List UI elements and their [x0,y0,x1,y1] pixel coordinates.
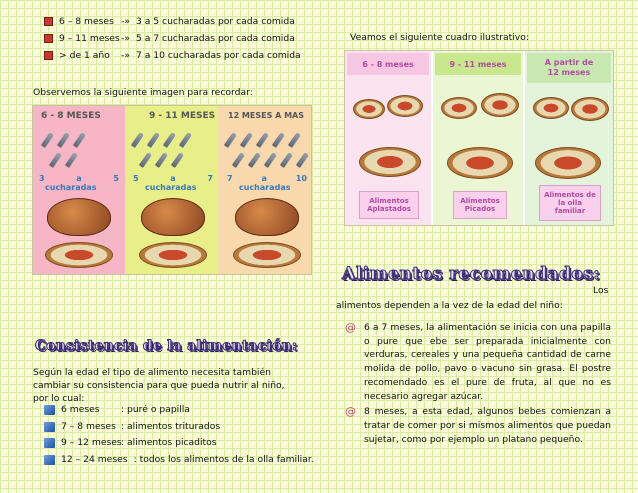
column-header: A partir de 12 meses [527,53,611,83]
age-label: 7 – 8 meses [61,420,116,432]
food-plate-icon [353,99,385,119]
list-item [44,47,301,64]
list-item [44,13,301,30]
column-header: 9 - 11 MESES [149,111,216,121]
list-item [44,435,314,452]
food-plate-icon [441,97,477,119]
square-bullet-icon [44,405,55,415]
list-item [44,419,314,436]
column-header: 6 - 8 MESES [41,111,101,121]
food-plate-icon [571,97,609,121]
texture-label: Alimentos de la olla familiar [539,185,601,221]
amount-text: 7 a 10 cucharadas por cada comida [135,49,301,61]
unit-label: cucharadas [45,183,97,192]
portions-illustration [32,105,312,275]
square-bullet-icon [44,17,53,26]
consistency-intro: Según la edad el tipo de alimento necesita también cambiar su consistencia para que pueda nutrir al niño, por lo cual: [33,367,285,404]
square-bullet-icon [44,34,53,43]
square-bullet-icon [44,422,55,432]
section-title-recommended: Alimentos recomendados: [342,264,601,284]
age-label: > de 1 año [59,49,110,61]
observe-text: Observemos la siguiente imagen para recordar: [33,87,253,98]
clay-pot-icon [141,198,205,236]
item-text: 8 meses, a esta edad, algunos bebes comienzan a tratar de comer por si mismos alimentos que puedan sujetar, como por ejemplo un platano pequeño. [364,406,611,445]
age-label: 9 – 11 meses [59,32,120,44]
list-item [345,321,611,403]
column-header: 9 - 11 meses [435,53,521,75]
clay-pot-icon [47,198,111,236]
square-bullet-icon [44,455,55,465]
item-text: : alimentos picaditos [121,437,217,449]
arrow-label: -» [121,32,130,44]
texture-label: Alimentos Aplastados [359,191,419,219]
age-label: 9 – 12 meses [61,437,122,449]
age-label: 12 – 24 meses [61,453,128,465]
at-bullet-icon: @ [345,321,356,334]
consistency-list [44,402,314,468]
food-plate-icon [233,242,301,268]
count-label: 5 a 7 [133,174,213,183]
food-plate-icon [447,147,513,179]
section-title-consistency: Consistencia de la alimentación: [35,338,298,354]
item-text: : todos los alimentos de la olla familiar. [133,453,314,465]
list-item [44,402,314,419]
food-plate-icon [139,242,207,268]
arrow-label: -» [121,49,130,61]
count-label: 3 a 5 [39,174,119,183]
arrow-label: -» [121,15,130,27]
list-item [44,30,301,47]
list-item [44,452,314,469]
food-plate-icon [535,147,601,179]
item-text: 6 a 7 meses, la alimentación se inicia con una papilla o pure que ebe ser preparada inicialmente con verduras, cereales y una pequeña cantidad de carne molida de pollo, pavo o vacuno sin grasa. El postre recomendado es el pure de fruta, al que no es necesario agregar azúcar. [364,322,611,402]
right-intro: Veamos el siguiente cuadro ilustrativo: [350,32,529,43]
at-bullet-icon: @ [345,405,356,419]
food-plate-icon [481,93,519,117]
item-text: : puré o papilla [121,404,190,416]
food-plate-icon [45,242,113,268]
food-plate-icon [359,147,421,177]
age-label: 6 – 8 meses [59,15,114,27]
list-item [345,405,611,446]
clay-pot-icon [235,198,299,236]
column-header: 6 - 8 meses [347,53,429,75]
top-age-list [44,13,301,64]
recommended-tail: Los [593,285,609,296]
column-header: 12 MESES A MAS [228,111,305,120]
recommended-line2: alimentos dependen a la vez de la edad del niño: [336,300,563,311]
age-label: 6 meses [61,404,100,416]
unit-label: cucharadas [239,183,291,192]
square-bullet-icon [44,438,55,448]
count-label: 7 a 10 [227,174,307,183]
food-texture-illustration [344,50,614,226]
texture-label: Alimentos Picados [453,191,507,219]
amount-text: 5 a 7 cucharadas por cada comida [135,32,295,44]
unit-label: cucharadas [145,183,197,192]
amount-text: 3 a 5 cucharadas por cada comida [135,15,295,27]
food-plate-icon [533,97,569,119]
recommended-list [345,321,611,446]
square-bullet-icon [44,51,53,60]
food-plate-icon [387,95,423,117]
item-text: : alimentos triturados [121,420,221,432]
